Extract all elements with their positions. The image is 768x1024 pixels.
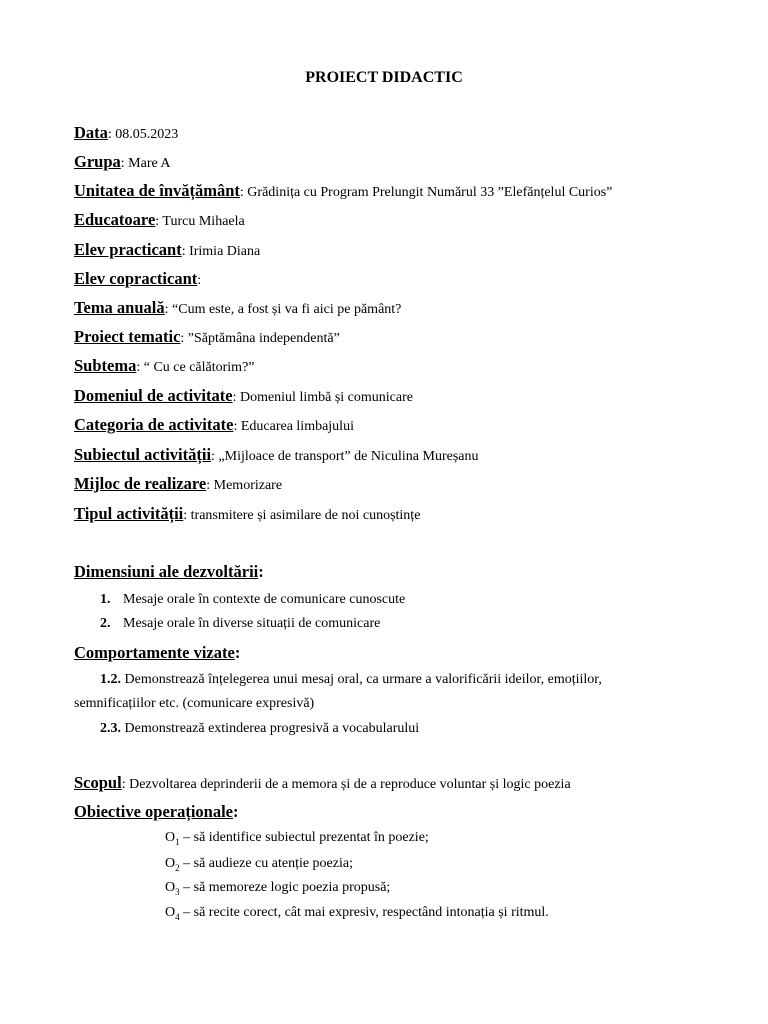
objective-index: 3	[175, 886, 180, 897]
field-elev-practicant	[74, 240, 260, 260]
field-label: Data	[74, 123, 108, 142]
field-value: :	[197, 273, 202, 288]
objective-item	[165, 856, 353, 873]
page-title: PROIECT DIDACTIC	[305, 69, 463, 86]
comportamente-item	[100, 672, 602, 688]
field-label: Elev copracticant	[74, 269, 198, 288]
comportamente-item	[100, 721, 419, 737]
field-value: : Grădinița cu Program Prelungit Numărul 33 ”Elefănțelul Curios”	[239, 185, 613, 200]
comportamente-heading-colon: :	[234, 643, 241, 662]
objective-letter: O	[165, 830, 176, 845]
field-value: : Turcu Mihaela	[155, 214, 245, 229]
objective-letter: O	[165, 880, 176, 895]
field-value: : Irimia Diana	[181, 244, 261, 259]
field-label: Proiect tematic	[74, 327, 181, 346]
field-label: Mijloc de realizare	[74, 474, 207, 493]
field-label: Categoria de activitate	[74, 415, 234, 434]
objective-letter: O	[165, 905, 176, 920]
field-elev-copracticant	[74, 269, 201, 289]
item-number: 2.3.	[100, 721, 121, 736]
field-educatoare	[74, 210, 245, 230]
item-text: Mesaje orale în contexte de comunicare cunoscute	[123, 592, 406, 607]
objective-item	[165, 905, 549, 922]
comportamente-heading	[74, 643, 240, 663]
field-value: : Domeniul limbă și comunicare	[232, 390, 413, 405]
field-value: : Memorizare	[206, 478, 283, 493]
field-label: Tipul activității	[74, 504, 184, 523]
dimensiuni-item	[100, 592, 405, 608]
field-label: Educatoare	[74, 210, 156, 229]
field-grupa	[74, 152, 171, 172]
field-value: : „Mijloace de transport” de Niculina Mureșanu	[211, 449, 479, 464]
obiective-heading-text: Obiective operaționale	[74, 802, 234, 821]
field-value: : “ Cu ce călătorim?”	[136, 360, 255, 375]
dimensiuni-heading-colon: :	[258, 562, 264, 581]
field-value: : Educarea limbajului	[233, 419, 354, 434]
field-categoria	[74, 415, 354, 435]
field-label: Domeniul de activitate	[74, 386, 233, 405]
obiective-heading-colon: :	[233, 802, 239, 821]
field-tipul	[74, 504, 420, 524]
field-value: : 08.05.2023	[107, 127, 179, 142]
objective-index: 2	[175, 862, 180, 873]
field-domeniul	[74, 386, 413, 406]
field-label: Tema anuală	[74, 298, 165, 317]
item-number: 1.2.	[100, 672, 121, 687]
dimensiuni-heading-text: Dimensiuni ale dezvoltării	[74, 562, 259, 581]
field-label: Elev practicant	[74, 240, 182, 259]
dimensiuni-item	[100, 616, 380, 632]
field-subtema	[74, 356, 255, 376]
field-label: Subtema	[74, 356, 137, 375]
objective-text: – să identifice subiectul prezentat în poezie;	[179, 830, 429, 845]
objective-text: – să audieze cu atenție poezia;	[179, 856, 353, 871]
item-number: 2.	[100, 616, 111, 631]
objective-item	[165, 880, 390, 897]
item-number: 1.	[100, 592, 111, 607]
field-proiect-tematic	[74, 327, 340, 347]
scopul-label: Scopul	[74, 773, 122, 792]
objective-index: 1	[175, 836, 180, 847]
objective-index: 4	[175, 911, 180, 922]
objective-item	[165, 830, 429, 847]
scopul-field	[74, 773, 571, 793]
field-value: : ”Săptămâna independentă”	[180, 331, 340, 346]
field-value: : “Cum este, a fost și va fi aici pe pământ?	[164, 302, 402, 317]
field-subiectul	[74, 445, 479, 465]
field-label: Subiectul activității	[74, 445, 212, 464]
item-text: Demonstrează extinderea progresivă a vocabularului	[121, 721, 420, 736]
comportamente-heading-text: Comportamente vizate	[74, 643, 235, 662]
field-value: : transmitere și asimilare de noi cunoștințe	[183, 508, 421, 523]
field-unitatea	[74, 181, 612, 201]
field-label: Grupa	[74, 152, 121, 171]
scopul-value: : Dezvoltarea deprinderii de a memora și de a reproduce voluntar și logic poezia	[121, 777, 571, 792]
field-tema-anuala	[74, 298, 401, 318]
field-data	[74, 123, 178, 143]
item-text: Mesaje orale în diverse situații de comunicare	[123, 616, 381, 631]
comportamente-item-continuation: semnificațiilor etc. (comunicare expresivă)	[74, 696, 315, 711]
objective-letter: O	[165, 856, 176, 871]
objective-text: – să recite corect, cât mai expresiv, respectând intonația și ritmul.	[179, 905, 549, 920]
obiective-heading	[74, 802, 239, 822]
objective-text: – să memoreze logic poezia propusă;	[179, 880, 391, 895]
field-label: Unitatea de învățământ	[74, 181, 240, 200]
field-mijloc	[74, 474, 282, 494]
dimensiuni-heading	[74, 562, 264, 582]
field-value: : Mare A	[120, 156, 171, 171]
item-text: Demonstrează înțelegerea unui mesaj oral, ca urmare a valorificării ideilor, emoțiilor,	[121, 672, 602, 687]
